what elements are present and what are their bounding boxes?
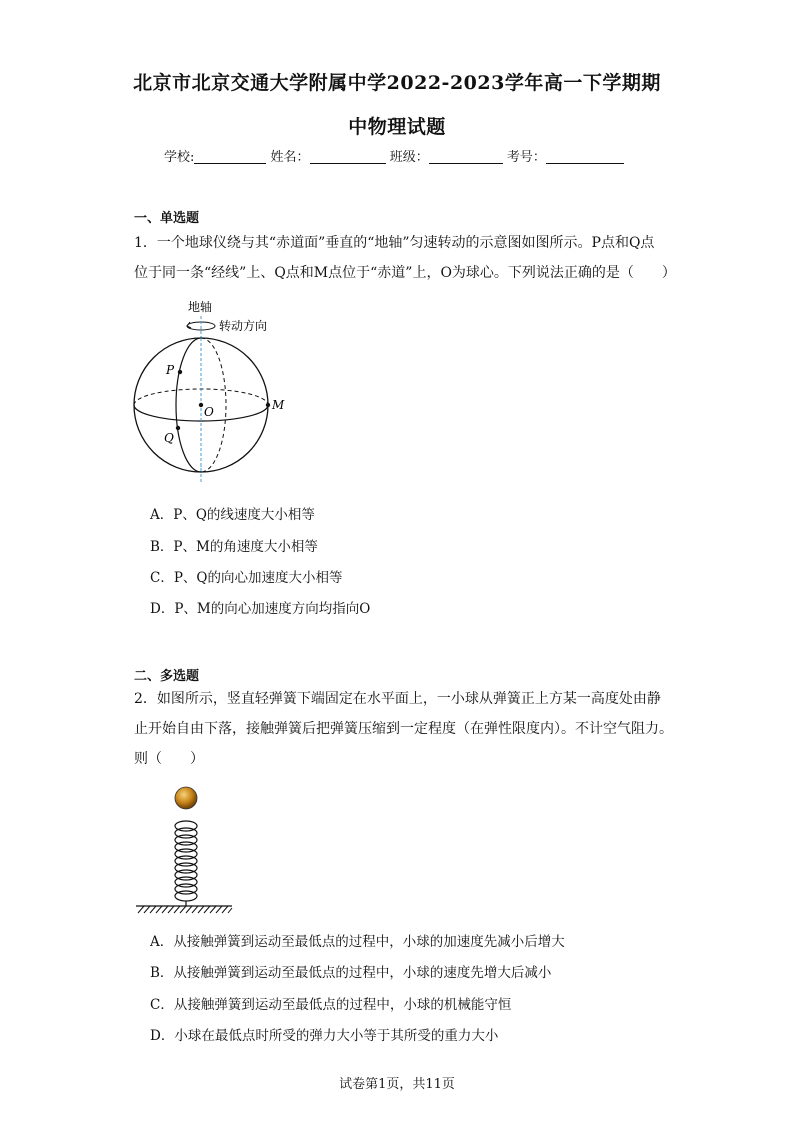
- point-p: [178, 370, 182, 374]
- question-2-line-1: 2．如图所示，竖直轻弹簧下端固定在水平面上，一小球从弹簧正上方某一高度处由静: [134, 691, 661, 707]
- spring-coil: [175, 821, 197, 906]
- school-blank: [194, 149, 266, 164]
- id-blank: [546, 149, 624, 164]
- spring-figure: [132, 784, 238, 916]
- page-title-line-1: 北京市北京交通大学附属中学2022-2023学年高一下学期期: [133, 72, 661, 94]
- ball: [175, 787, 197, 809]
- label-q: Q: [164, 431, 174, 445]
- question-1-line-1: 1．一个地球仪绕与其“赤道面”垂直的“地轴”匀速转动的示意图如图所示。P点和Q点: [134, 235, 655, 251]
- question-2-option-a[interactable]: A．从接触弹簧到运动至最低点的过程中，小球的加速度先减小后增大: [150, 934, 565, 950]
- question-2-line-2: 止开始自由下落，接触弹簧后把弹簧压缩到一定程度（在弹性限度内）。不计空气阻力。: [134, 721, 673, 737]
- page-title-line-2: 中物理试题: [348, 116, 446, 138]
- question-1-option-a[interactable]: A．P、Q的线速度大小相等: [150, 507, 315, 523]
- equator-back: [134, 389, 268, 405]
- page-footer: 试卷第1页，共11页: [339, 1077, 455, 1092]
- id-label: 考号：: [506, 150, 546, 165]
- class-blank: [429, 149, 503, 164]
- question-1-option-c[interactable]: C．P、Q的向心加速度大小相等: [150, 570, 343, 586]
- ground-hatching: [138, 906, 232, 913]
- point-q: [176, 426, 180, 430]
- question-1-option-d[interactable]: D．P、M的向心加速度方向均指向O: [150, 601, 371, 617]
- question-1-option-b[interactable]: B．P、M的角速度大小相等: [150, 539, 318, 555]
- name-label: 姓名：: [270, 150, 310, 165]
- point-o: [199, 403, 203, 407]
- student-info-row: [164, 146, 624, 165]
- question-1-line-2: 位于同一条“经线”上、Q点和M点位于“赤道”上，O为球心。下列说法正确的是（ ）: [134, 265, 676, 281]
- question-2-line-3: 则（ ）: [134, 751, 204, 767]
- label-p: P: [166, 363, 175, 377]
- point-m: [266, 403, 270, 407]
- globe-figure: [126, 296, 296, 486]
- section-heading-single-choice: 一、单选题: [134, 211, 200, 226]
- question-2-option-d[interactable]: D．小球在最低点时所受的弹力大小等于其所受的重力大小: [150, 1028, 499, 1044]
- school-label: 学校:: [164, 150, 195, 165]
- question-2-text: [134, 684, 694, 774]
- question-2-option-c[interactable]: C．从接触弹簧到运动至最低点的过程中，小球的机械能守恒: [150, 997, 512, 1013]
- question-1-text: [134, 228, 674, 288]
- section-heading-multiple-choice: 二、多选题: [134, 669, 200, 684]
- meridian-front: [176, 338, 201, 472]
- question-2-option-b[interactable]: B．从接触弹簧到运动至最低点的过程中，小球的速度先增大后减小: [150, 965, 552, 981]
- class-label: 班级：: [389, 150, 429, 165]
- name-blank: [310, 149, 386, 164]
- label-m: M: [272, 398, 285, 412]
- axis-label: 地轴: [188, 300, 213, 314]
- label-o: O: [204, 405, 214, 419]
- rotation-label: 转动方向: [219, 319, 268, 333]
